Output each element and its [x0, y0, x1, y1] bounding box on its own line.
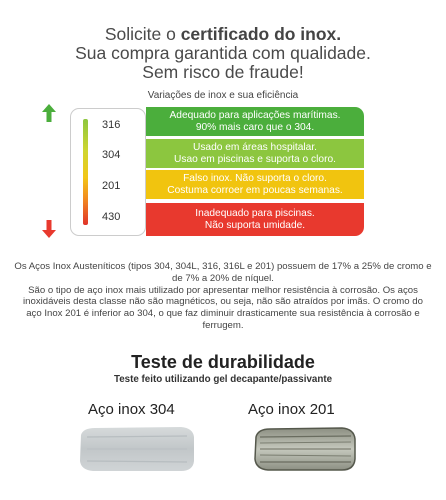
- headline-line-1: [0, 24, 446, 44]
- sample-image-201: [250, 423, 358, 480]
- efficiency-gradient-bar: [83, 119, 88, 225]
- arrow-up-icon: [42, 104, 56, 122]
- band-text: Usado em áreas hospitalar.: [192, 142, 317, 153]
- sample-label-304: Aço inox 304: [88, 401, 175, 418]
- band-316: [146, 107, 364, 136]
- grade-label-304: 304: [102, 149, 121, 161]
- band-304: [146, 139, 364, 168]
- grade-label-201: 201: [102, 180, 121, 192]
- headline-bold: certificado do inox.: [180, 24, 342, 44]
- description-line-1: Os Aços Inox Austeníticos (tipos 304, 304L, 316, 316L e 201) possuem de 17% a 25% de cromo e de 7% a 20% de níquel.: [14, 261, 432, 284]
- headline-line-3: Sem risco de fraude!: [142, 62, 304, 82]
- description-line-2: São o tipo de aço inox mais utilizado por apresentar melhor resistência à corrosão. Os aços inoxidáveis desta classe não são magnéticos, ou seja, não são atraídos por imãs. O cromo do aço Inox 201 é inferior ao 304, o que faz diminuir drasticamente sua resistência à corrosão e ferrugem.: [23, 284, 423, 331]
- band-430: [146, 203, 364, 236]
- grade-label-316: 316: [102, 119, 121, 131]
- band-text: Não suporta umidade.: [204, 219, 306, 231]
- sample-image-304: [77, 423, 197, 480]
- band-201: [146, 170, 364, 199]
- arrow-down-icon: [42, 220, 56, 238]
- headline-line-2: Sua compra garantida com qualidade.: [75, 43, 371, 63]
- band-text: Falso inox. Não suporta o cloro.: [183, 173, 327, 184]
- variations-title: Variações de inox e sua eficiência: [147, 90, 299, 101]
- durability-subtitle: Teste feito utilizando gel decapante/passivante: [113, 374, 333, 385]
- headline-prefix: Solicite o: [104, 24, 181, 44]
- band-text: Costuma corroer em poucas semanas.: [167, 184, 343, 196]
- sample-label-201: Aço inox 201: [248, 401, 335, 418]
- durability-title: Teste de durabilidade: [131, 352, 315, 372]
- band-text: Usao em piscinas e suporta o cloro.: [174, 153, 336, 165]
- description-paragraph: [14, 261, 432, 332]
- band-text: Inadequado para piscinas.: [195, 208, 315, 219]
- band-text: 90% mais caro que o 304.: [195, 121, 315, 133]
- grade-gauge: [70, 108, 146, 236]
- grade-label-430: 430: [102, 211, 121, 223]
- band-text: Adequado para aplicações marítimas.: [169, 110, 341, 121]
